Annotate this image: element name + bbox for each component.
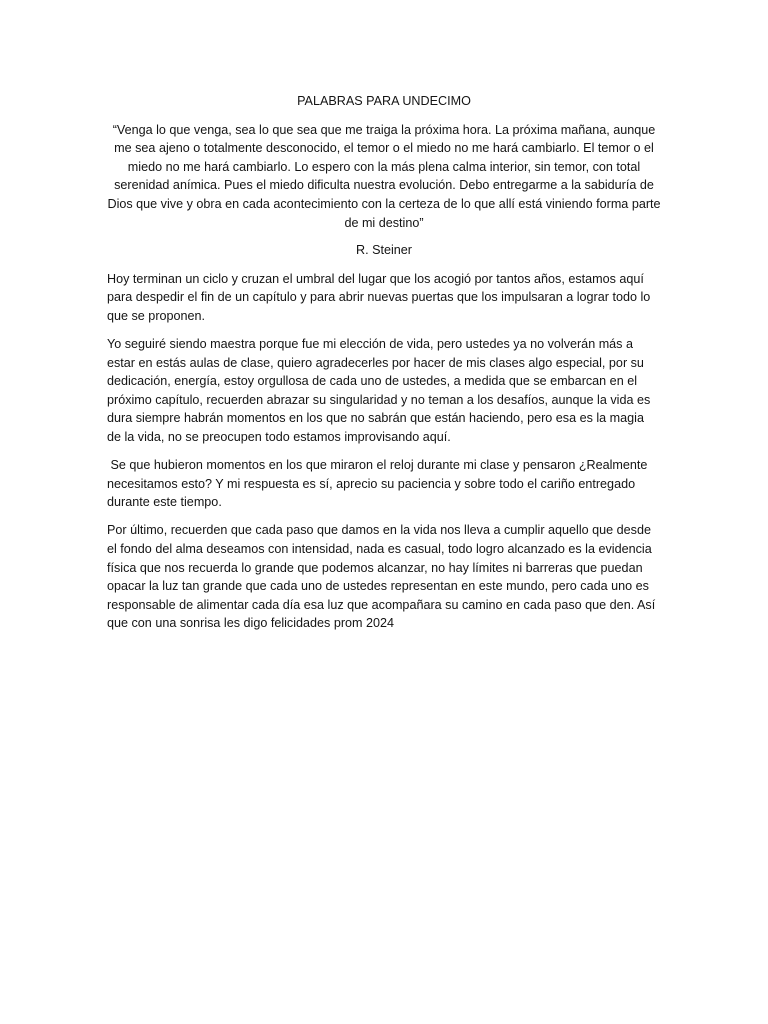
body-paragraph-4: Por último, recuerden que cada paso que damos en la vida nos lleva a cumplir aquello que desde el fondo del alma deseamos con intensidad, nada es casual, todo logro alcanzado es la evidencia física que nos recuerda lo grande que podemos alcanzar, no hay límites ni barreras que puedan opacar la luz tan grande que cada uno de ustedes representan en este mundo, pero cada uno es responsable de alimentar cada día esa luz que acompañara su camino en cada paso que den. Así que con una sonrisa les digo felicidades prom 2024 <box>107 523 659 631</box>
body-paragraph-3: Se que hubieron momentos en los que miraron el reloj durante mi clase y pensaron ¿Realmente necesitamos esto? Y mi respuesta es sí, aprecio su paciencia y sobre todo el cariño entregado durante este tiempo. <box>107 458 651 510</box>
epigraph-author: R. Steiner <box>356 243 412 258</box>
epigraph-quote: “Venga lo que venga, sea lo que sea que me traiga la próxima hora. La próxima mañana, aunque me sea ajeno o totalmente desconocido, el temor o el miedo no me hará cambiarlo. El temor o el miedo no me hará cambiarlo. Lo espero con la más plena calma interior, sin temor, con total serenidad anímica. Pues el miedo dificulta nuestra evolución. Debo entregarme a la sabiduría de Dios que vive y obra en cada acontecimiento con la certeza de lo que allí está viniendo forma parte de mi destino” <box>107 122 661 230</box>
document-title: PALABRAS PARA UNDECIMO <box>297 94 471 108</box>
document-page <box>107 92 661 642</box>
body-paragraph-2: Yo seguiré siendo maestra porque fue mi elección de vida, pero ustedes ya no volverán más a estar en estás aulas de clase, quiero agradecerles por hacer de mis clases algo especial, por su dedicación, energía, estoy orgullosa de cada uno de ustedes, a medida que se embarcan en el próximo capítulo, recuerden abrazar su singularidad y no teman a los desafíos, aunque la vida es dura siempre habrán momentos en los que no sabrán que están haciendo, pero esa es la magia de la vida, no se preocupen todo estamos improvisando aquí. <box>107 337 654 444</box>
body-paragraph-1: Hoy terminan un ciclo y cruzan el umbral del lugar que los acogió por tantos años, estamos aquí para despedir el fin de un capítulo y para abrir nuevas puertas que los impulsaran a lograr todo lo que se proponen. <box>107 271 654 323</box>
